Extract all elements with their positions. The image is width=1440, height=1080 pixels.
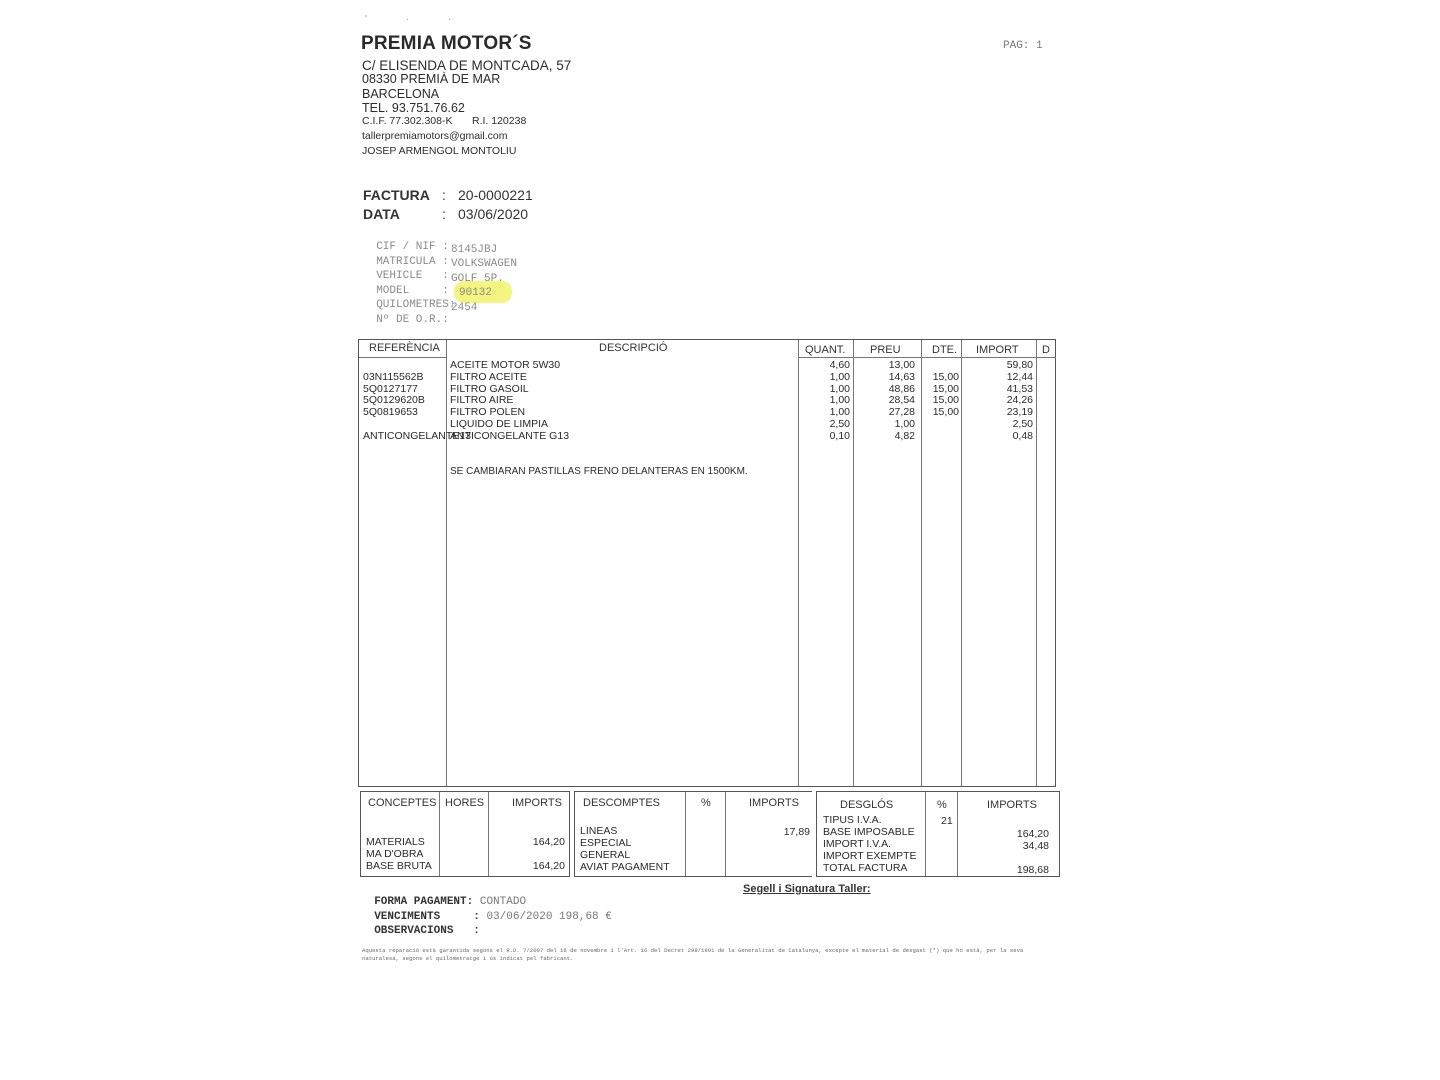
venciments-value: 03/06/2020 198,68 € [486, 911, 612, 923]
row-ref: 5Q0819653 [363, 406, 418, 419]
company-phone: TEL. 93.751.76.62 [362, 101, 465, 115]
col-divider [488, 792, 489, 876]
row-qty: 4,60 [829, 359, 850, 371]
row-qty: 1,00 [829, 394, 850, 407]
items-table [358, 339, 1056, 787]
row-dte: 15,00 [932, 394, 959, 407]
factura-colon: : [442, 187, 446, 203]
hores-header: HORES [445, 797, 485, 809]
header-desc: DESCRIPCIÓ [599, 342, 668, 354]
col-divider [1036, 340, 1037, 786]
header-dte: DTE. [932, 344, 958, 356]
total-factura-label: TOTAL FACTURA [823, 862, 908, 874]
row-import: 41,53 [1006, 382, 1033, 395]
data-colon: : [442, 206, 446, 222]
company-name: PREMIA MOTOR´S [361, 33, 532, 54]
materials-label: MATERIALS [366, 836, 425, 848]
imports3-header: IMPORTS [987, 799, 1037, 811]
row-ref: 5Q0127177 [363, 382, 418, 395]
header-divider-ref [359, 357, 447, 358]
scan-specks: ' · · [365, 14, 470, 25]
col-divider [725, 792, 726, 876]
row-import: 24,26 [1006, 394, 1033, 407]
pct2-header: % [937, 799, 947, 811]
or-value: 2454 [451, 302, 478, 314]
signature-label: Segell i Signatura Taller: [743, 883, 871, 895]
row-desc: FILTRO AIRE [450, 394, 514, 407]
row-price: 28,54 [888, 394, 915, 407]
row-import: 59,80 [1006, 359, 1033, 371]
company-postal: 08330 PREMIÀ DE MAR [362, 72, 501, 86]
header-d: D [1042, 344, 1050, 356]
desglos-box [816, 791, 1060, 877]
imports2-header: IMPORTS [749, 797, 799, 809]
lineas-label: LINEAS [580, 825, 618, 837]
matricula-label: MATRICULA : [376, 256, 449, 268]
header-price: PREU [870, 344, 901, 356]
row-price: 13,00 [888, 359, 915, 371]
header-qty: QUANT. [805, 344, 846, 356]
col-divider [685, 792, 686, 876]
ma-obra-label: MA D'OBRA [366, 848, 424, 860]
company-email: tallerpremiamotors@gmail.com [362, 130, 508, 142]
row-qty: 1,00 [829, 382, 850, 395]
row-price: 48,86 [888, 382, 915, 395]
header-divider [798, 357, 1056, 358]
vehicle-value: VOLKSWAGEN [451, 258, 518, 270]
row-desc: ACEITE MOTOR 5W30 [450, 359, 561, 371]
col-divider [853, 340, 854, 786]
total-factura-value: 198,68 [1016, 864, 1049, 876]
conceptes-box [360, 791, 570, 877]
km-value: 90132 [459, 287, 493, 299]
row-dte: 15,00 [932, 406, 959, 419]
row-import: 12,44 [1006, 370, 1033, 383]
matricula-value: 8145JBJ [451, 244, 498, 256]
header-ref: REFERÈNCIA [369, 342, 440, 354]
row-desc: FILTRO POLEN [450, 406, 526, 419]
company-ri: R.I. 120238 [472, 115, 527, 127]
row-dte: 15,00 [932, 370, 959, 383]
import-iva-label: IMPORT I.V.A. [823, 838, 892, 850]
base-bruta-import: 164,20 [532, 860, 565, 872]
factura-label: FACTURA [363, 187, 430, 203]
model-value: GOLF 5P. [451, 273, 504, 285]
row-price: 14,63 [888, 370, 915, 383]
general-label: GENERAL [580, 849, 631, 861]
company-owner: JOSEP ARMENGOL MONTOLIU [362, 145, 517, 157]
header-import: IMPORT [976, 344, 1019, 356]
row-qty: 1,00 [829, 370, 850, 383]
tipus-iva-label: TIPUS I.V.A. [823, 814, 882, 826]
import-exempte-label: IMPORT EXEMPTE [823, 850, 917, 862]
forma-label: FORMA PAGAMENT: [374, 896, 474, 908]
model-label: MODEL : [376, 285, 449, 297]
base-imposable-value: 164,20 [1016, 828, 1049, 840]
row-desc: FILTRO ACEITE [450, 370, 527, 383]
desglos-header: DESGLÓS [840, 799, 894, 811]
materials-import: 164,20 [532, 836, 565, 848]
col-divider [925, 792, 926, 876]
row-import: 23,19 [1006, 406, 1033, 419]
venciments-label: VENCIMENTS : [374, 911, 480, 923]
col-divider [798, 340, 799, 786]
row-import: 0,48 [1012, 429, 1033, 442]
import-iva-value: 34,48 [1022, 840, 1049, 852]
row-price: 4,82 [894, 429, 915, 442]
descomptes-box [574, 791, 812, 877]
summary-table [360, 791, 1060, 877]
row-desc: LIQUIDO DE LIMPIA [450, 418, 549, 430]
observacions-label: OBSERVACIONS : [374, 925, 480, 937]
row-desc: FILTRO GASOIL [450, 382, 529, 395]
row-price: 1,00 [894, 418, 915, 430]
row-ref: 03N115562B [363, 370, 424, 383]
iva-pct: 21 [941, 815, 953, 827]
row-ref: 5Q0129620B [363, 394, 425, 407]
descompte-import: 17,89 [783, 826, 810, 838]
base-imposable-label: BASE IMPOSABLE [823, 826, 915, 838]
row-qty: 0,10 [829, 429, 850, 442]
col-divider [961, 340, 962, 786]
row-import: 2,50 [1012, 418, 1033, 430]
data-label: DATA [363, 206, 400, 222]
row-desc: ANTICONGELANTE G13 [450, 429, 570, 442]
forma-value: CONTADO [479, 896, 527, 908]
company-address: C/ ELISENDA DE MONTCADA, 57 [362, 58, 572, 73]
or-label: Nº DE O.R.: [376, 314, 449, 326]
col-divider [439, 792, 440, 876]
imports-header: IMPORTS [512, 797, 562, 809]
company-cif: C.I.F. 77.302.308-K [362, 115, 453, 127]
km-label: QUILOMETRES: [376, 299, 456, 311]
observacions-row [361, 913, 480, 937]
legal-note: Aquesta reparació està garantida segons el R.D. 7/2007 del 16 de novembre i l'Art. 16 del Decret 298/1991 de la Generalitat de Catalunya, excepte el material de desgast (*) que ho està, per la seva naturalesa, segons el quilometratge i ús indicat pel fabricant. [362, 947, 1024, 962]
repair-note: SE CAMBIARAN PASTILLAS FRENO DELANTERAS EN 1500KM. [450, 466, 748, 477]
base-bruta-label: BASE BRUTA [366, 860, 432, 872]
or-row [363, 302, 478, 326]
descomptes-header: DESCOMPTES [583, 797, 661, 809]
row-dte: 15,00 [932, 382, 959, 395]
aviat-pagament-label: AVIAT PAGAMENT [580, 861, 670, 873]
pct-header: % [701, 797, 711, 809]
col-divider [446, 340, 447, 786]
col-divider [921, 340, 922, 786]
row-price: 27,28 [888, 406, 915, 419]
cif-label: CIF / NIF : [376, 241, 449, 253]
vehicle-label: VEHICLE : [376, 270, 449, 282]
company-city: BARCELONA [362, 87, 440, 101]
especial-label: ESPECIAL [580, 837, 632, 849]
row-qty: 2,50 [829, 418, 850, 430]
conceptes-header: CONCEPTES [368, 797, 437, 809]
page-number: PAG: 1 [1003, 40, 1043, 52]
row-qty: 1,00 [829, 406, 850, 419]
row-ref: ANTICONGELANTE13 [363, 429, 471, 442]
factura-number: 20-0000221 [458, 187, 533, 203]
col-divider [957, 792, 958, 876]
invoice-date: 03/06/2020 [458, 206, 529, 222]
